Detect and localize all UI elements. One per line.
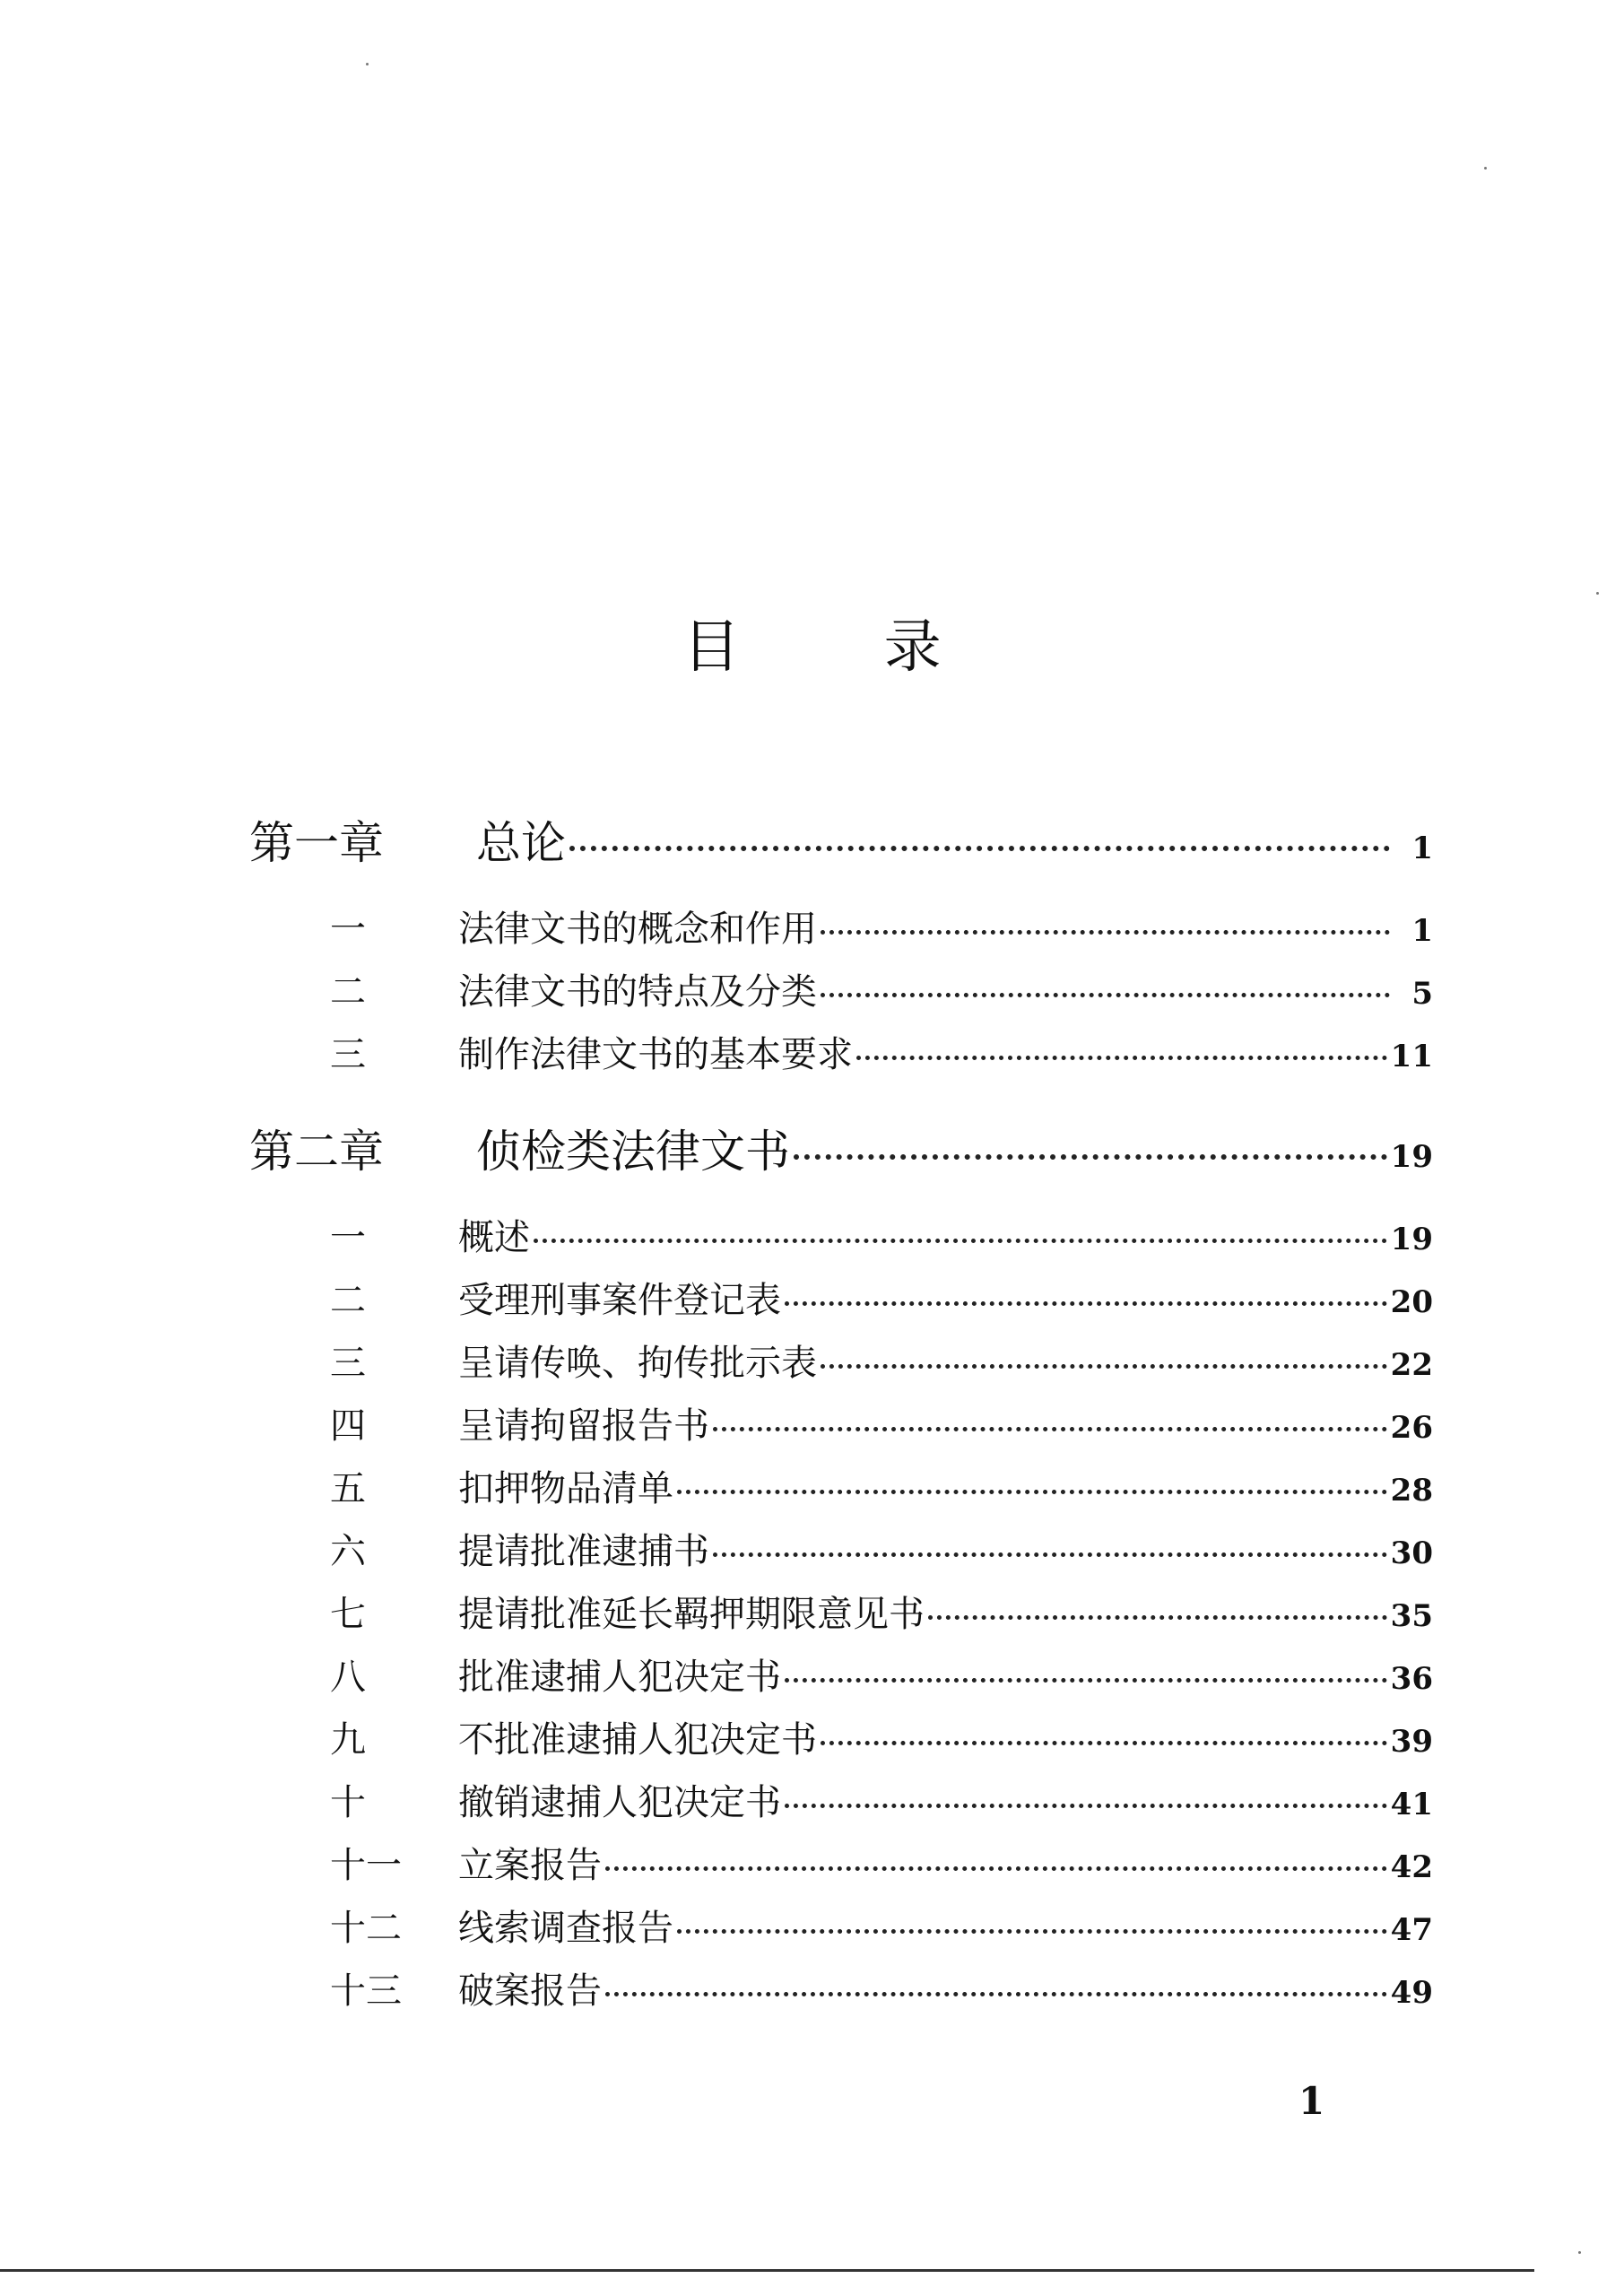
chapter-label: 第二章 [249, 1126, 384, 1178]
scan-speck [1596, 592, 1599, 595]
toc-section[interactable] [249, 1269, 1433, 1332]
section-number: 三 [330, 1034, 366, 1075]
page-number: 1 [1411, 913, 1433, 949]
page-number: 39 [1390, 1724, 1433, 1760]
toc-section[interactable] [249, 1960, 1433, 2022]
table-of-contents [249, 812, 1433, 2022]
page-number: 42 [1390, 1849, 1433, 1885]
dot-leader [821, 907, 1390, 943]
scan-edge-rule [0, 2269, 1534, 2272]
page-number: 5 [1411, 976, 1433, 1012]
section-number: 十一 [330, 1845, 402, 1886]
chapter-title: 总论 [476, 817, 566, 869]
section-number: 一 [330, 1217, 366, 1258]
toc-section[interactable] [249, 1023, 1433, 1086]
page-number: 28 [1390, 1473, 1433, 1509]
section-title: 法律文书的概念和作用 [458, 909, 817, 950]
section-title: 破案报告 [458, 1970, 602, 2012]
page-number: 30 [1390, 1535, 1433, 1571]
toc-section[interactable] [249, 898, 1433, 961]
dot-leader [794, 1125, 1387, 1170]
toc-section[interactable] [249, 1332, 1433, 1395]
dot-leader [821, 1341, 1387, 1377]
toc-section[interactable] [249, 1457, 1433, 1520]
page-number: 47 [1390, 1912, 1433, 1948]
section-number: 四 [330, 1405, 366, 1447]
toc-section[interactable] [249, 1709, 1433, 1771]
section-number: 六 [330, 1531, 366, 1572]
dot-leader [785, 1278, 1387, 1314]
toc-section[interactable] [249, 1520, 1433, 1583]
chapter-title: 侦检类法律文书 [476, 1126, 790, 1178]
dot-leader [821, 1718, 1387, 1753]
section-title: 不批准逮捕人犯决定书 [458, 1719, 817, 1761]
toc-section[interactable] [249, 1834, 1433, 1897]
toc-chapter-2[interactable] [249, 1120, 1433, 1183]
dot-leader [534, 1215, 1387, 1251]
section-title: 受理刑事案件登记表 [458, 1280, 781, 1321]
section-number: 十二 [330, 1908, 402, 1949]
page-number: 20 [1390, 1284, 1433, 1320]
page-number: 19 [1390, 1222, 1433, 1257]
section-title: 制作法律文书的基本要求 [458, 1034, 853, 1075]
page-number: 49 [1390, 1975, 1433, 2011]
section-title: 呈请传唤、拘传批示表 [458, 1343, 817, 1384]
section-title: 立案报告 [458, 1845, 602, 1886]
section-title: 提请批准延长羁押期限意见书 [458, 1594, 925, 1635]
section-number: 五 [330, 1468, 366, 1509]
section-number: 七 [330, 1594, 366, 1635]
section-title: 撤销逮捕人犯决定书 [458, 1782, 781, 1823]
section-title: 法律文书的特点及分类 [458, 971, 817, 1013]
toc-section[interactable] [249, 1206, 1433, 1269]
scan-speck [1578, 2251, 1581, 2254]
section-title: 批准逮捕人犯决定书 [458, 1657, 781, 1698]
toc-chapter-1[interactable] [249, 812, 1433, 874]
dot-leader [677, 1466, 1387, 1502]
toc-section[interactable] [249, 1646, 1433, 1709]
page-number: 41 [1390, 1787, 1433, 1822]
page-title: 目 录 [682, 614, 1004, 681]
page-number: 11 [1390, 1039, 1433, 1074]
toc-section[interactable] [249, 1771, 1433, 1834]
scan-speck [366, 63, 369, 65]
section-title: 扣押物品清单 [458, 1468, 673, 1509]
page-number: 22 [1390, 1347, 1433, 1383]
toc-section[interactable] [249, 1583, 1433, 1646]
chapter-label: 第一章 [249, 817, 384, 869]
section-title: 提请批准逮捕书 [458, 1531, 709, 1572]
section-number: 十三 [330, 1970, 402, 2012]
dot-leader [821, 970, 1390, 1005]
section-number: 十 [330, 1782, 366, 1823]
section-number: 一 [330, 909, 366, 950]
section-number: 二 [330, 1280, 366, 1321]
section-number: 三 [330, 1343, 366, 1384]
section-title: 线索调查报告 [458, 1908, 673, 1949]
section-number: 二 [330, 971, 366, 1013]
dot-leader [569, 816, 1390, 861]
folio-page-number: 1 [1298, 2079, 1325, 2123]
scan-speck [1484, 167, 1487, 170]
section-number: 八 [330, 1657, 366, 1698]
page-number: 36 [1390, 1661, 1433, 1697]
dot-leader [605, 1843, 1387, 1879]
dot-leader [785, 1780, 1387, 1816]
dot-leader [928, 1592, 1387, 1628]
page-number: 19 [1390, 1139, 1433, 1175]
page-number: 26 [1390, 1410, 1433, 1446]
toc-section[interactable] [249, 1395, 1433, 1457]
dot-leader [605, 1969, 1387, 2005]
dot-leader [713, 1404, 1387, 1439]
page-number: 35 [1390, 1598, 1433, 1634]
dot-leader [713, 1529, 1387, 1565]
section-number: 九 [330, 1719, 366, 1761]
toc-section[interactable] [249, 1897, 1433, 1960]
section-title: 呈请拘留报告书 [458, 1405, 709, 1447]
section-title: 概述 [458, 1217, 530, 1258]
dot-leader [785, 1655, 1387, 1691]
dot-leader [856, 1032, 1387, 1068]
page-number: 1 [1411, 831, 1433, 866]
toc-section[interactable] [249, 961, 1433, 1023]
dot-leader [677, 1906, 1387, 1942]
